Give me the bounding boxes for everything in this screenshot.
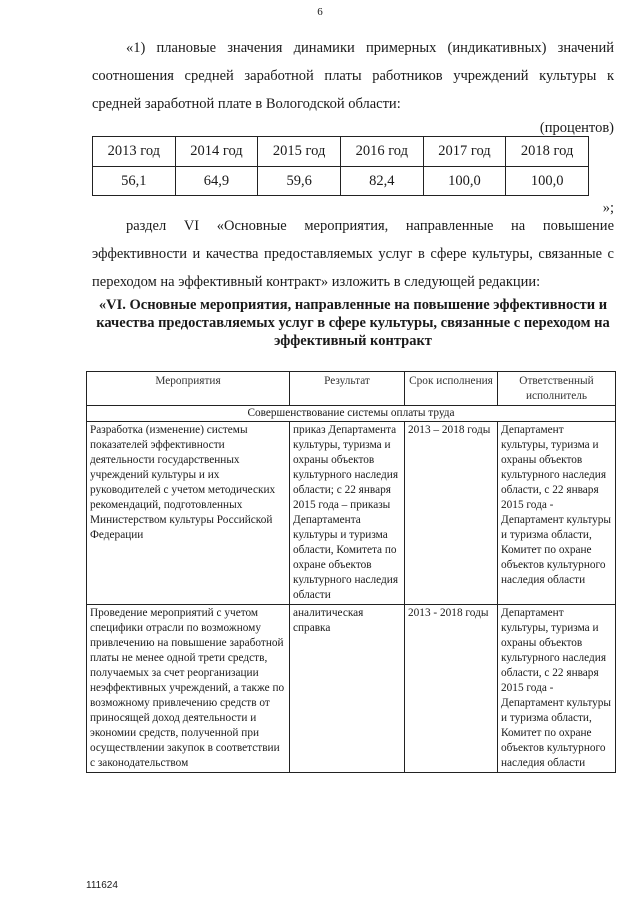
header-responsible: Ответственный исполнитель <box>498 372 616 406</box>
result-cell: аналитическая справка <box>290 605 405 773</box>
intro-paragraph: «1) плановые значения динамики примерных (индикативных) значений соотношения средней заработной платы работников учреждений культуры к средней заработной плате в Вологодской области: <box>92 40 614 112</box>
measures-table <box>86 371 616 773</box>
term-cell: 2013 – 2018 годы <box>405 422 498 605</box>
year-cell: 2018 год <box>506 137 589 167</box>
responsible-cell: Департамент культуры, туризма и охраны объектов культурного наследия области, с 22 января 2015 года - Департамент культуры и туризма области, Комитет по охране объектов культурного наследия области <box>498 422 616 605</box>
page-number: 6 <box>317 6 323 18</box>
measures-header-row <box>87 372 616 406</box>
table-row <box>87 605 616 773</box>
year-cell: 2016 год <box>340 137 423 167</box>
closing-quote: »; <box>602 200 614 216</box>
year-cell: 2013 год <box>93 137 176 167</box>
units-label: (процентов) <box>539 120 614 136</box>
measures-subheader: Совершенствование системы оплаты труда <box>87 406 616 422</box>
year-cell: 2017 год <box>423 137 506 167</box>
indicators-years-row <box>93 137 589 167</box>
indicators-values-row <box>93 167 589 196</box>
value-cell: 64,9 <box>175 167 258 196</box>
indicators-table <box>92 136 589 196</box>
measure-cell: Проведение мероприятий с учетом специфики отрасли по возможному привлечению на повышение заработной платы не менее одной трети средств, получаемых за счет реорганизации неэффективных учреждений, а также по возможному привлечению средств от приносящей доход деятельности и экономии средств, полученной при осуществлении закупок в соответствии с законодательством <box>87 605 290 773</box>
value-cell: 100,0 <box>423 167 506 196</box>
section-paragraph: раздел VI «Основные мероприятия, направленные на повышение эффективности и качества предоставляемых услуг в сфере культуры, связанные с переходом на эффективный контракт» изложить в следующей редакции: <box>92 218 614 290</box>
measures-subheader-row <box>87 406 616 422</box>
value-cell: 59,6 <box>258 167 341 196</box>
year-cell: 2014 год <box>175 137 258 167</box>
value-cell: 82,4 <box>340 167 423 196</box>
header-term: Срок исполнения <box>405 372 498 406</box>
header-result: Результат <box>290 372 405 406</box>
section-title: «VI. Основные мероприятия, направленные на повышение эффективности и качества предоставляемых услуг в сфере культуры, связанные с переходом на эффективный контракт <box>96 297 610 349</box>
measure-cell: Разработка (изменение) системы показателей эффективности деятельности государственных учреждений культуры и их руководителей с учетом методических рекомендаций, подготовленных Министерством культуры Российской Федерации <box>87 422 290 605</box>
footer-code: 111624 <box>86 880 118 891</box>
header-measures: Мероприятия <box>87 372 290 406</box>
responsible-cell: Департамент культуры, туризма и охраны объектов культурного наследия области, с 22 января 2015 года - Департамент культуры и туризма области, Комитет по охране объектов культурного наследия области <box>498 605 616 773</box>
term-cell: 2013 - 2018 годы <box>405 605 498 773</box>
year-cell: 2015 год <box>258 137 341 167</box>
result-cell: приказ Департамента культуры, туризма и охраны объектов культурного наследия области; с 22 января 2015 года – приказы Департамента культуры и туризма области, Комитета по охране объектов культурного наследия области <box>290 422 405 605</box>
value-cell: 56,1 <box>93 167 176 196</box>
table-row <box>87 422 616 605</box>
value-cell: 100,0 <box>506 167 589 196</box>
